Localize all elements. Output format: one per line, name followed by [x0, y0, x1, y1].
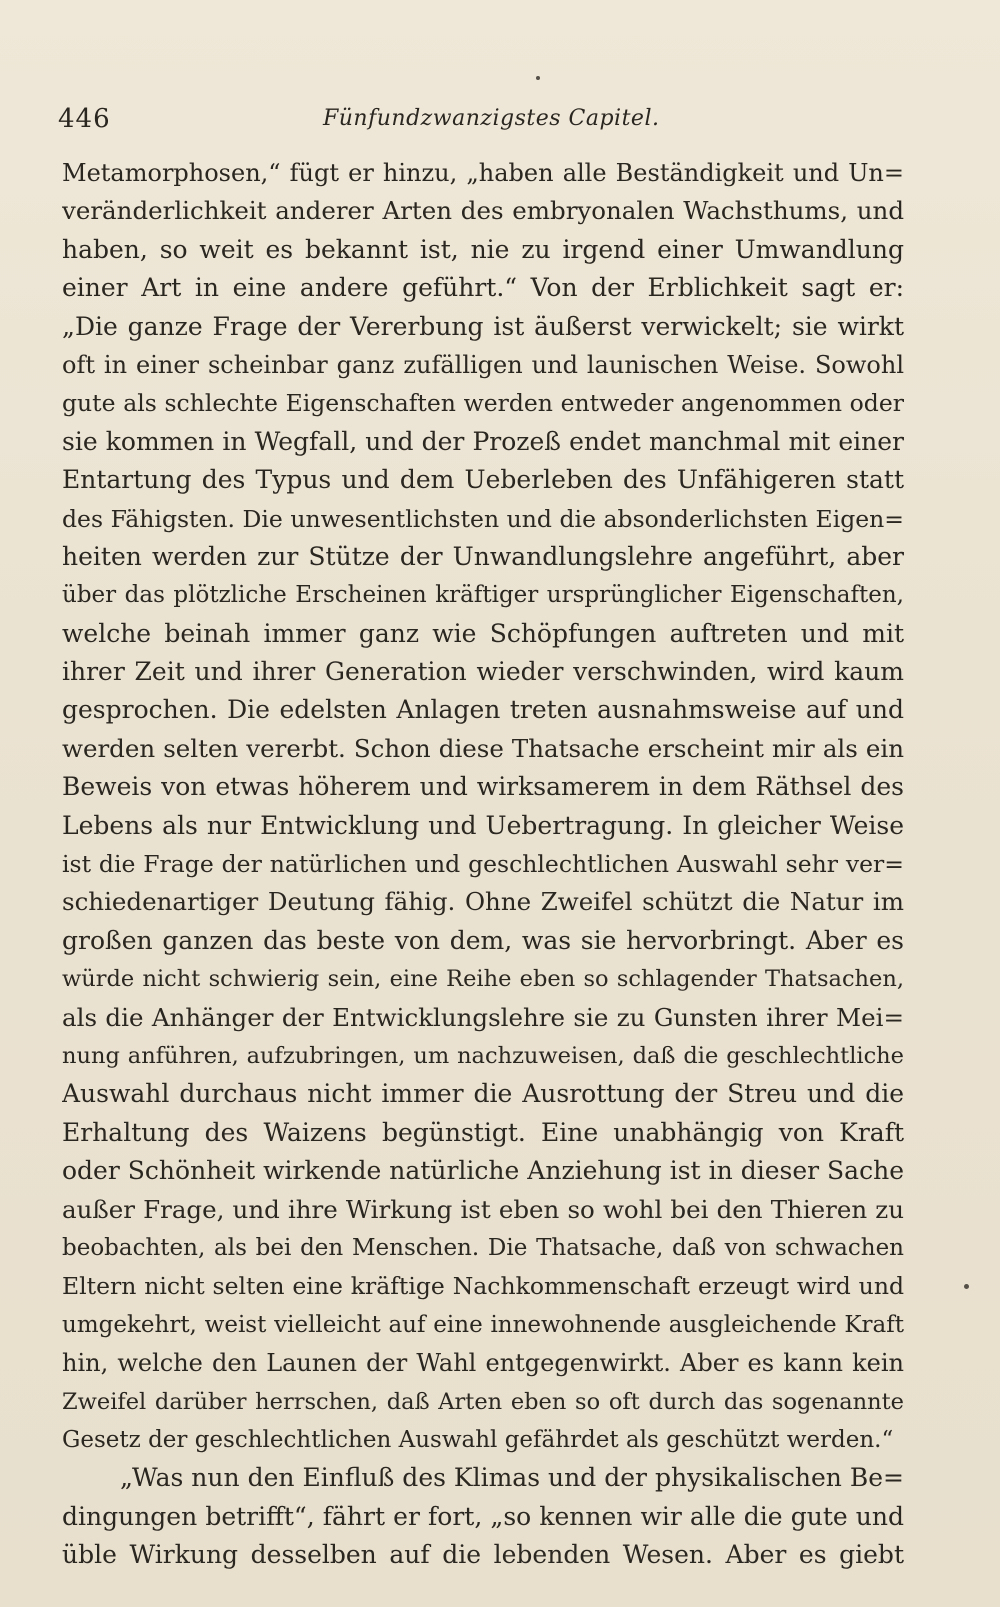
- text-line: Auswahl durchaus nicht immer die Ausrottung der Streu und die: [62, 1079, 904, 1109]
- text-line: Entartung des Typus und dem Ueberleben des Unfähigeren statt: [62, 465, 904, 495]
- text-line: des Fähigsten. Die unwesentlichsten und die absonderlichsten Eigen=: [62, 504, 904, 533]
- body-text: [62, 154, 904, 1574]
- text-line: üble Wirkung desselben auf die lebenden Wesen. Aber es giebt: [62, 1540, 904, 1570]
- text-line: Metamorphosen,“ fügt er hinzu, „haben alle Beständigkeit und Un=: [62, 159, 904, 187]
- text-line: oder Schönheit wirkende natürliche Anziehung ist in dieser Sache: [62, 1156, 904, 1186]
- print-speck: [964, 1284, 969, 1289]
- text-line: einer Art in eine andere geführt.“ Von der Erblichkeit sagt er:: [62, 273, 904, 303]
- page-header: [58, 104, 908, 144]
- text-line: haben, so weit es bekannt ist, nie zu irgend einer Umwandlung: [62, 234, 904, 264]
- text-line: Zweifel darüber herrschen, daß Arten eben so oft durch das sogenannte: [62, 1388, 904, 1415]
- text-line: veränderlichkeit anderer Arten des embryonalen Wachsthums, und: [62, 196, 904, 226]
- text-line: welche beinah immer ganz wie Schöpfungen auftreten und mit: [62, 618, 904, 648]
- text-line: Beweis von etwas höherem und wirksamerem in dem Räthsel des: [62, 772, 904, 802]
- text-line: Eltern nicht selten eine kräftige Nachkommenschaft erzeugt wird und: [62, 1272, 904, 1301]
- text-line: Erhaltung des Waizens begünstigt. Eine unabhängig von Kraft: [62, 1117, 904, 1147]
- print-speck: [536, 76, 540, 80]
- text-line: dingungen betrifft“, fährt er fort, „so kennen wir alle die gute und: [62, 1501, 904, 1531]
- text-line: ist die Frage der natürlichen und geschlechtlichen Auswahl sehr ver=: [62, 850, 904, 879]
- text-line: über das plötzliche Erscheinen kräftiger ursprünglicher Eigenschaften,: [62, 582, 904, 609]
- text-line: beobachten, als bei den Menschen. Die Thatsache, daß von schwachen: [62, 1234, 904, 1261]
- text-line: Lebens als nur Entwicklung und Uebertragung. In gleicher Weise: [62, 810, 904, 840]
- text-line: gesprochen. Die edelsten Anlagen treten ausnahmsweise auf und: [62, 695, 904, 725]
- text-line: gute als schlechte Eigenschaften werden entweder angenommen oder: [62, 389, 904, 418]
- text-line: heiten werden zur Stütze der Unwandlungslehre angeführt, aber: [62, 541, 904, 571]
- text-line: großen ganzen das beste von dem, was sie hervorbringt. Aber es: [62, 925, 904, 955]
- text-line: als die Anhänger der Entwicklungslehre sie zu Gunsten ihrer Mei=: [62, 1002, 904, 1032]
- text-line: „Was nun den Einfluß des Klimas und der physikalischen Be=: [120, 1463, 904, 1493]
- text-line: Gesetz der geschlechtlichen Auswahl gefährdet als geschützt werden.“: [62, 1426, 894, 1453]
- text-line: oft in einer scheinbar ganz zufälligen und launischen Weise. Sowohl: [62, 350, 904, 379]
- text-line: umgekehrt, weist vielleicht auf eine innewohnende ausgleichende Kraft: [62, 1311, 904, 1338]
- text-line: hin, welche den Launen der Wahl entgegenwirkt. Aber es kann kein: [62, 1349, 904, 1378]
- running-head: Fünfundzwanzigstes Capitel.: [323, 106, 660, 131]
- text-line: sie kommen in Wegfall, und der Prozeß endet manchmal mit einer: [62, 426, 904, 456]
- text-line: nung anführen, aufzubringen, um nachzuweisen, daß die geschlechtliche: [62, 1042, 904, 1069]
- text-line: ihrer Zeit und ihrer Generation wieder verschwinden, wird kaum: [62, 657, 904, 687]
- text-line: außer Frage, und ihre Wirkung ist eben so wohl bei den Thieren zu: [62, 1194, 904, 1224]
- page-number: 446: [58, 104, 111, 134]
- text-line: würde nicht schwierig sein, eine Reihe eben so schlagender Thatsachen,: [62, 966, 904, 993]
- text-line: schiedenartiger Deutung fähig. Ohne Zweifel schützt die Natur im: [62, 887, 904, 917]
- text-line: „Die ganze Frage der Vererbung ist äußerst verwickelt; sie wirkt: [62, 311, 904, 341]
- text-line: werden selten vererbt. Schon diese Thatsache erscheint mir als ein: [62, 733, 904, 763]
